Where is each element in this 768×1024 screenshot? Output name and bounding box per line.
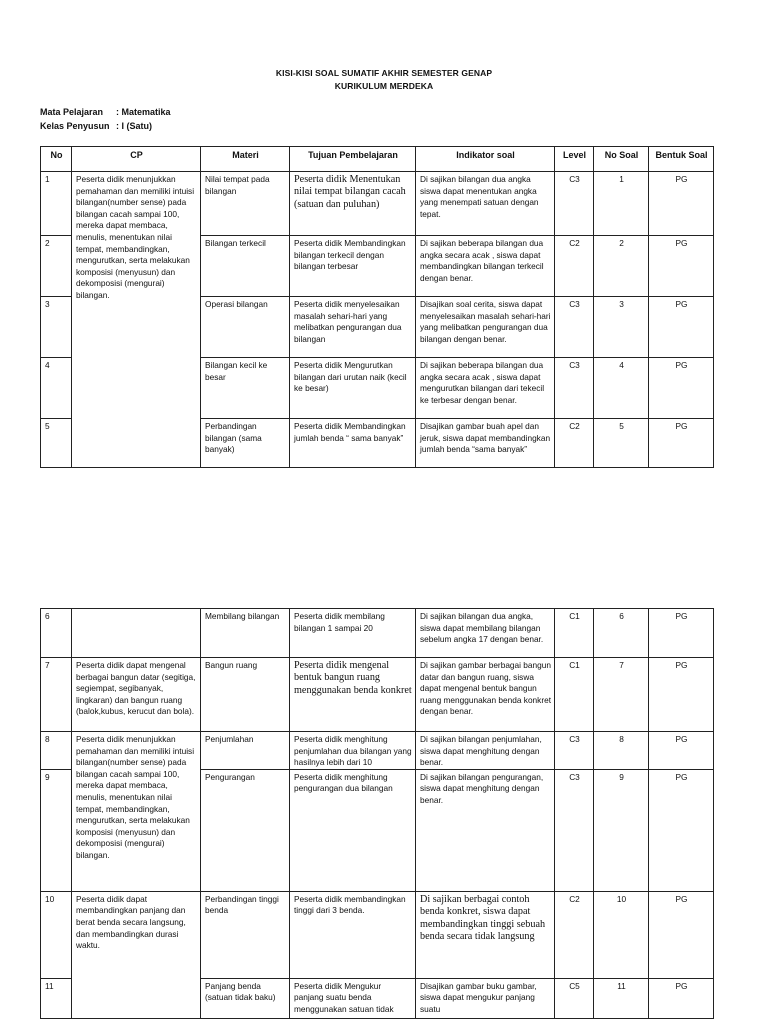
table-row bbox=[41, 609, 714, 658]
cell-level: C1 bbox=[555, 609, 594, 658]
col-header-level: Level bbox=[555, 147, 594, 172]
cell-bentuk-soal: PG bbox=[649, 732, 714, 770]
cell-indikator: Di sajikan berbagai contoh benda konkret, siswa dapat membandingkan tinggi sebuah benda secara tidak langsung bbox=[416, 891, 555, 978]
cell-tujuan: Peserta didik menghitung pengurangan dua bilangan bbox=[290, 769, 416, 891]
col-header-tujuan: Tujuan Pembelajaran bbox=[290, 147, 416, 172]
cell-level: C3 bbox=[555, 732, 594, 770]
cell-level: C3 bbox=[555, 172, 594, 236]
cell-level: C2 bbox=[555, 891, 594, 978]
cell-bentuk-soal: PG bbox=[649, 419, 714, 468]
cell-indikator: Di sajikan bilangan penjumlahan, siswa dapat menghitung dengan benar. bbox=[416, 732, 555, 770]
cell-cp: Peserta didik menunjukkan pemahaman dan memiliki intuisi bilangan(number sense) pada bilangan cacah sampai 100, mereka dapat membaca, menulis, menentukan nilai tempat, membandingkan, mengurutkan, serta melakukan komposisi (menyusun) dan dekomposisi (mengurai) bilangan. bbox=[72, 172, 201, 468]
col-header-no-soal: No Soal bbox=[594, 147, 649, 172]
col-header-materi: Materi bbox=[201, 147, 290, 172]
meta-class-label: Kelas Penyusun bbox=[40, 121, 110, 131]
cell-materi: Operasi bilangan bbox=[201, 297, 290, 358]
kisi-kisi-table-2 bbox=[40, 608, 714, 1019]
cell-materi: Nilai tempat pada bilangan bbox=[201, 172, 290, 236]
col-header-bentuk-soal: Bentuk Soal bbox=[649, 147, 714, 172]
cell-no: 2 bbox=[41, 236, 72, 297]
cell-bentuk-soal: PG bbox=[649, 891, 714, 978]
cell-indikator: Di sajikan beberapa bilangan dua angka secara acak , siswa dapat membandingkan bilangan terkecil dengan benar. bbox=[416, 236, 555, 297]
cell-bentuk-soal: PG bbox=[649, 769, 714, 891]
col-header-indikator: Indikator soal bbox=[416, 147, 555, 172]
table-row bbox=[41, 658, 714, 732]
cell-no: 5 bbox=[41, 419, 72, 468]
cell-no: 1 bbox=[41, 172, 72, 236]
cell-materi: Membilang bilangan bbox=[201, 609, 290, 658]
table-header-row bbox=[41, 147, 714, 172]
meta-subject-label: Mata Pelajaran bbox=[40, 107, 104, 117]
cell-indikator: Di sajikan bilangan dua angka siswa dapat menentukan angka yang menempati satuan dengan tepat. bbox=[416, 172, 555, 236]
cell-tujuan: Peserta didik mengenal bentuk bangun ruang menggunakan benda konkret bbox=[290, 658, 416, 732]
cell-no: 8 bbox=[41, 732, 72, 770]
cell-cp: Peserta didik dapat membandingkan panjang dan berat benda secara langsung, dan membandingkan durasi waktu. bbox=[72, 891, 201, 1018]
cell-no-soal: 3 bbox=[594, 297, 649, 358]
meta-subject-value: : Matematika bbox=[116, 107, 171, 117]
cell-tujuan: Peserta didik Mengukur panjang suatu benda menggunakan satuan tidak bbox=[290, 978, 416, 1018]
table-row bbox=[41, 172, 714, 236]
cell-materi: Penjumlahan bbox=[201, 732, 290, 770]
cell-materi: Panjang benda (satuan tidak baku) bbox=[201, 978, 290, 1018]
cell-level: C3 bbox=[555, 297, 594, 358]
document-subtitle: KURIKULUM MERDEKA bbox=[334, 81, 434, 91]
cell-tujuan: Peserta didik Menentukan nilai tempat bilangan cacah (satuan dan puluhan) bbox=[290, 172, 416, 236]
cell-tujuan: Peserta didik Membandingkan bilangan terkecil dengan bilangan terbesar bbox=[290, 236, 416, 297]
kisi-kisi-table-1 bbox=[40, 146, 714, 468]
cell-materi: Perbandingan tinggi benda bbox=[201, 891, 290, 978]
cell-no: 9 bbox=[41, 769, 72, 891]
cell-no-soal: 1 bbox=[594, 172, 649, 236]
cell-bentuk-soal: PG bbox=[649, 172, 714, 236]
cell-level: C2 bbox=[555, 419, 594, 468]
col-header-no: No bbox=[41, 147, 72, 172]
cell-no-soal: 7 bbox=[594, 658, 649, 732]
cell-level: C3 bbox=[555, 769, 594, 891]
cell-no: 11 bbox=[41, 978, 72, 1018]
meta-class bbox=[40, 121, 152, 131]
cell-no-soal: 5 bbox=[594, 419, 649, 468]
meta-subject bbox=[40, 107, 171, 117]
cell-indikator: Di sajikan bilangan dua angka, siswa dapat membilang bilangan sebelum angka 17 dengan benar. bbox=[416, 609, 555, 658]
cell-cp-empty bbox=[72, 609, 201, 658]
cell-level: C1 bbox=[555, 658, 594, 732]
cell-no: 6 bbox=[41, 609, 72, 658]
cell-indikator: Di sajikan gambar berbagai bangun datar dan bangun ruang, siswa dapat mengenal bentuk bangun ruang menggunakan benda konkret dengan benar. bbox=[416, 658, 555, 732]
cell-no: 3 bbox=[41, 297, 72, 358]
cell-bentuk-soal: PG bbox=[649, 358, 714, 419]
cell-tujuan: Peserta didik menyelesaikan masalah sehari-hari yang melibatkan pengurangan dua bilangan bbox=[290, 297, 416, 358]
meta-class-value: : I (Satu) bbox=[116, 121, 152, 131]
cell-cp: Peserta didik dapat mengenal berbagai bangun datar (segitiga, segiempat, segibanyak, lingkaran) dan bangun ruang (balok,kubus, kerucut dan bola). bbox=[72, 658, 201, 732]
col-header-cp: CP bbox=[72, 147, 201, 172]
cell-no-soal: 2 bbox=[594, 236, 649, 297]
cell-level: C3 bbox=[555, 358, 594, 419]
document-title: KISI-KISI SOAL SUMATIF AKHIR SEMESTER GENAP bbox=[275, 68, 493, 78]
cell-bentuk-soal: PG bbox=[649, 609, 714, 658]
cell-no: 10 bbox=[41, 891, 72, 978]
cell-tujuan: Peserta didik Mengurutkan bilangan dari urutan naik (kecil ke besar) bbox=[290, 358, 416, 419]
table-row bbox=[41, 891, 714, 978]
cell-no-soal: 4 bbox=[594, 358, 649, 419]
cell-no-soal: 11 bbox=[594, 978, 649, 1018]
cell-materi: Pengurangan bbox=[201, 769, 290, 891]
cell-no: 7 bbox=[41, 658, 72, 732]
cell-cp: Peserta didik menunjukkan pemahaman dan memiliki intuisi bilangan(number sense) pada bilangan cacah sampai 100, mereka dapat membaca, menulis, menentukan nilai tempat, membandingkan, mengurutkan, serta melakukan komposisi (menyusun) dan dekomposisi (mengurai) bilangan. bbox=[72, 732, 201, 892]
cell-no-soal: 9 bbox=[594, 769, 649, 891]
cell-bentuk-soal: PG bbox=[649, 297, 714, 358]
cell-materi: Bangun ruang bbox=[201, 658, 290, 732]
cell-bentuk-soal: PG bbox=[649, 978, 714, 1018]
cell-bentuk-soal: PG bbox=[649, 236, 714, 297]
cell-level: C5 bbox=[555, 978, 594, 1018]
cell-tujuan: Peserta didik membandingkan tinggi dari 3 benda. bbox=[290, 891, 416, 978]
cell-no-soal: 6 bbox=[594, 609, 649, 658]
cell-indikator: Disajikan gambar buah apel dan jeruk, siswa dapat membandingkan jumlah benda “sama banyak” bbox=[416, 419, 555, 468]
cell-no: 4 bbox=[41, 358, 72, 419]
cell-indikator: Disajikan soal cerita, siswa dapat menyelesaikan masalah sehari-hari yang melibatkan pengurangan dua bilangan dengan benar. bbox=[416, 297, 555, 358]
cell-tujuan: Peserta didik membilang bilangan 1 sampai 20 bbox=[290, 609, 416, 658]
cell-indikator: Di sajikan beberapa bilangan dua angka secara acak , siswa dapat mengurutkan bilangan dari tekecil ke terbesar dengan benar. bbox=[416, 358, 555, 419]
cell-no-soal: 8 bbox=[594, 732, 649, 770]
cell-indikator: Disajikan gambar buku gambar, siswa dapat mengukur panjang suatu bbox=[416, 978, 555, 1018]
cell-materi: Perbandingan bilangan (sama banyak) bbox=[201, 419, 290, 468]
cell-indikator: Di sajikan bilangan pengurangan, siswa dapat menghitung dengan benar. bbox=[416, 769, 555, 891]
cell-materi: Bilangan kecil ke besar bbox=[201, 358, 290, 419]
table-row bbox=[41, 732, 714, 770]
cell-bentuk-soal: PG bbox=[649, 658, 714, 732]
cell-materi: Bilangan terkecil bbox=[201, 236, 290, 297]
cell-no-soal: 10 bbox=[594, 891, 649, 978]
cell-tujuan: Peserta didik menghitung penjumlahan dua bilangan yang hasilnya lebih dari 10 bbox=[290, 732, 416, 770]
cell-tujuan: Peserta didik Membandingkan jumlah benda “ sama banyak” bbox=[290, 419, 416, 468]
cell-level: C2 bbox=[555, 236, 594, 297]
